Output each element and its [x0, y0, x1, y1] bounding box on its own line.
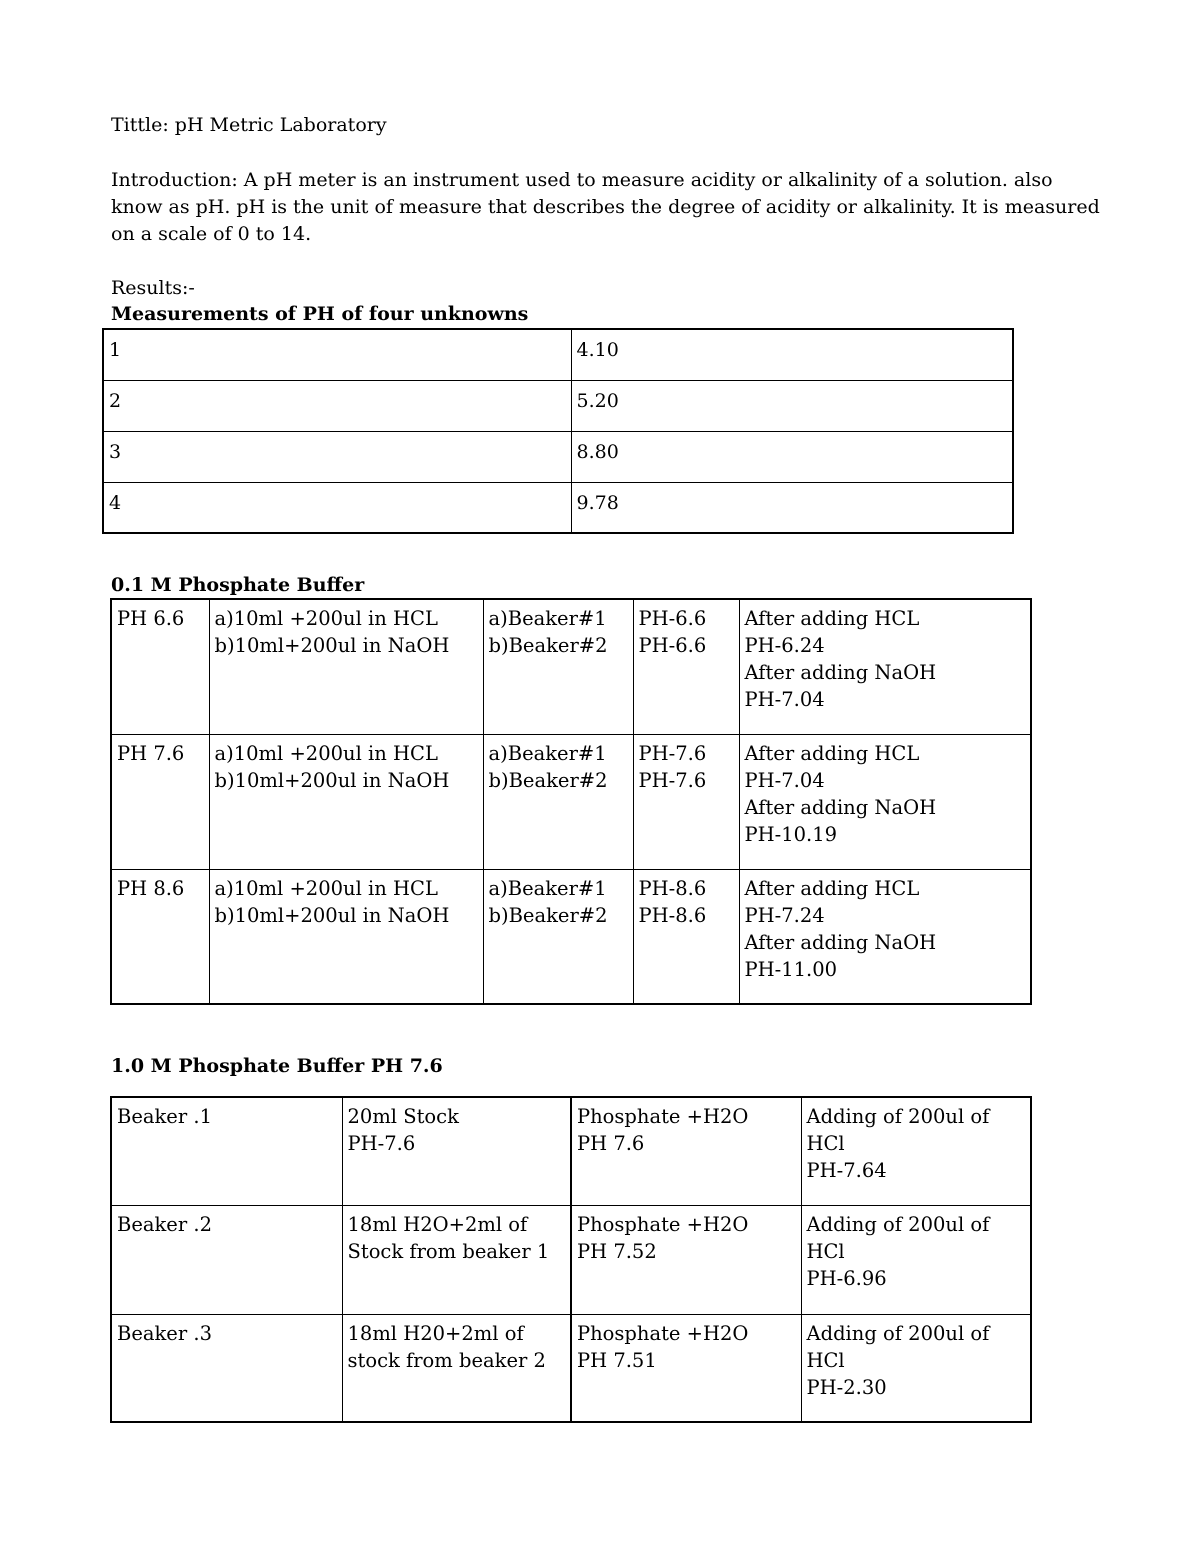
unknown-ph-cell — [571, 431, 1013, 482]
volumes-cell-text: a)10ml +200ul in HCL — [214, 876, 438, 900]
beakers-cell-text: b)Beaker#2 — [488, 768, 608, 792]
after-adding-cell — [739, 734, 1031, 869]
content-cell-text: PH-7.6 — [347, 1132, 416, 1155]
table-row — [103, 380, 1013, 431]
content-cell — [342, 1314, 571, 1422]
beaker-cell — [111, 1314, 342, 1422]
beakers-cell-text: a)Beaker#1 — [488, 741, 607, 765]
unknown-id-cell — [103, 482, 571, 533]
buffer-ph-cell-text: PH 6.6 — [117, 607, 185, 630]
results-label: Results:- — [111, 277, 195, 299]
beaker-cell-text: Beaker .3 — [117, 1321, 212, 1345]
after-adding-cell-text: After adding HCL — [744, 876, 920, 900]
after-adding-cell-text: PH-6.24 — [744, 634, 825, 657]
unknown-id-cell-text: 2 — [109, 389, 122, 412]
introduction — [111, 167, 1100, 248]
content-cell-text: 20ml Stock — [347, 1105, 459, 1128]
buffer-ph-cell — [111, 869, 209, 1004]
buffer-ph-cell-text: PH 7.6 — [117, 741, 185, 765]
beaker-cell-text: Beaker .1 — [117, 1105, 212, 1128]
after-adding-cell-text: PH-7.04 — [744, 688, 825, 711]
beakers-cell — [483, 599, 633, 734]
volumes-cell — [209, 869, 483, 1004]
introduction-line: know as pH. pH is the unit of measure that describes the degree of acidity or alkalinity. It is measured — [111, 196, 1100, 218]
unknown-id-cell — [103, 380, 571, 431]
unknown-id-cell-text: 4 — [109, 491, 122, 514]
result-cell-text: Adding of 200ul of — [806, 1321, 990, 1345]
mixture-cell — [571, 1097, 801, 1205]
unknown-id-cell-text: 1 — [109, 339, 122, 361]
content-cell-text: Stock from beaker 1 — [347, 1239, 550, 1263]
beakers-cell-text: a)Beaker#1 — [488, 607, 607, 630]
after-adding-cell-text: PH-7.04 — [744, 768, 825, 792]
buffer-ph-cell — [111, 734, 209, 869]
after-adding-cell — [739, 599, 1031, 734]
unknown-ph-cell — [571, 380, 1013, 431]
table-row — [103, 329, 1013, 380]
content-cell — [342, 1097, 571, 1205]
unknown-ph-cell-text: 5.20 — [576, 389, 619, 412]
mixture-cell-text: Phosphate +H2O — [577, 1321, 749, 1345]
table-row — [111, 1097, 1031, 1205]
after-adding-cell — [739, 869, 1031, 1004]
volumes-cell-text: b)10ml+200ul in NaOH — [214, 903, 450, 927]
volumes-cell — [209, 599, 483, 734]
unknown-ph-cell-text: 9.78 — [576, 491, 619, 514]
initial-ph-cell-text: PH-7.6 — [638, 768, 707, 792]
introduction-line: on a scale of 0 to 14. — [111, 223, 312, 245]
result-cell-text: Adding of 200ul of — [806, 1212, 990, 1236]
buffer-ph-cell — [111, 599, 209, 734]
buffer-01-table — [110, 598, 1032, 1005]
unknown-ph-cell-text: 4.10 — [576, 339, 619, 361]
unknown-id-cell — [103, 329, 571, 380]
table-row — [111, 1314, 1031, 1422]
beakers-cell — [483, 734, 633, 869]
result-cell-text: PH-7.64 — [806, 1159, 887, 1182]
table-row — [103, 431, 1013, 482]
after-adding-cell-text: After adding NaOH — [744, 795, 937, 819]
table-row — [103, 482, 1013, 533]
initial-ph-cell-text: PH-6.6 — [638, 634, 707, 657]
volumes-cell-text: b)10ml+200ul in NaOH — [214, 634, 450, 657]
unknown-ph-cell — [571, 482, 1013, 533]
unknown-id-cell — [103, 431, 571, 482]
beakers-cell-text: b)Beaker#2 — [488, 903, 608, 927]
beaker-cell-text: Beaker .2 — [117, 1212, 212, 1236]
volumes-cell — [209, 734, 483, 869]
introduction-line: Introduction: A pH meter is an instrument used to measure acidity or alkalinity of a solution. also — [111, 169, 1053, 191]
beaker-cell — [111, 1097, 342, 1205]
unknowns-heading: Measurements of PH of four unknowns — [111, 303, 529, 325]
content-cell — [342, 1205, 571, 1314]
mixture-cell-text: Phosphate +H2O — [577, 1212, 749, 1236]
result-cell — [801, 1205, 1031, 1314]
document-title: Tittle: pH Metric Laboratory — [111, 114, 387, 136]
beakers-cell — [483, 869, 633, 1004]
buffer-01-heading: 0.1 M Phosphate Buffer — [111, 574, 365, 596]
content-cell-text: 18ml H2O+2ml of — [347, 1212, 528, 1236]
result-cell-text: PH-6.96 — [806, 1266, 887, 1290]
buffer-10-heading: 1.0 M Phosphate Buffer PH 7.6 — [111, 1055, 443, 1077]
buffer-ph-cell-text: PH 8.6 — [117, 876, 185, 900]
volumes-cell-text: a)10ml +200ul in HCL — [214, 741, 438, 765]
result-cell-text: HCl — [806, 1239, 845, 1263]
result-cell-text: PH-2.30 — [806, 1375, 887, 1399]
volumes-cell-text: a)10ml +200ul in HCL — [214, 607, 438, 630]
unknowns-table — [102, 328, 1014, 534]
result-cell-text: HCl — [806, 1132, 845, 1155]
buffer-10-table — [110, 1096, 1032, 1423]
unknown-ph-cell-text: 8.80 — [576, 440, 619, 463]
unknown-ph-cell — [571, 329, 1013, 380]
after-adding-cell-text: After adding HCL — [744, 741, 920, 765]
after-adding-cell-text: After adding NaOH — [744, 930, 937, 954]
beakers-cell-text: a)Beaker#1 — [488, 876, 607, 900]
table-row — [111, 734, 1031, 869]
initial-ph-cell-text: PH-8.6 — [638, 876, 707, 900]
result-cell-text: Adding of 200ul of — [806, 1105, 990, 1128]
initial-ph-cell-text: PH-7.6 — [638, 741, 707, 765]
after-adding-cell-text: PH-11.00 — [744, 957, 838, 981]
unknown-id-cell-text: 3 — [109, 440, 122, 463]
after-adding-cell-text: PH-10.19 — [744, 822, 838, 846]
content-cell-text: stock from beaker 2 — [347, 1348, 546, 1372]
after-adding-cell-text: After adding HCL — [744, 607, 920, 630]
initial-ph-cell-text: PH-8.6 — [638, 903, 707, 927]
result-cell — [801, 1097, 1031, 1205]
mixture-cell-text: Phosphate +H2O — [577, 1105, 749, 1128]
table-row — [111, 599, 1031, 734]
initial-ph-cell — [633, 869, 739, 1004]
table-row — [111, 869, 1031, 1004]
beaker-cell — [111, 1205, 342, 1314]
volumes-cell-text: b)10ml+200ul in NaOH — [214, 768, 450, 792]
mixture-cell — [571, 1205, 801, 1314]
beakers-cell-text: b)Beaker#2 — [488, 634, 608, 657]
mixture-cell — [571, 1314, 801, 1422]
initial-ph-cell — [633, 734, 739, 869]
initial-ph-cell — [633, 599, 739, 734]
after-adding-cell-text: PH-7.24 — [744, 903, 825, 927]
table-row — [111, 1205, 1031, 1314]
content-cell-text: 18ml H20+2ml of — [347, 1321, 524, 1345]
result-cell — [801, 1314, 1031, 1422]
mixture-cell-text: PH 7.52 — [577, 1239, 657, 1263]
mixture-cell-text: PH 7.6 — [577, 1132, 645, 1155]
after-adding-cell-text: After adding NaOH — [744, 661, 937, 684]
result-cell-text: HCl — [806, 1348, 845, 1372]
initial-ph-cell-text: PH-6.6 — [638, 607, 707, 630]
mixture-cell-text: PH 7.51 — [577, 1348, 657, 1372]
